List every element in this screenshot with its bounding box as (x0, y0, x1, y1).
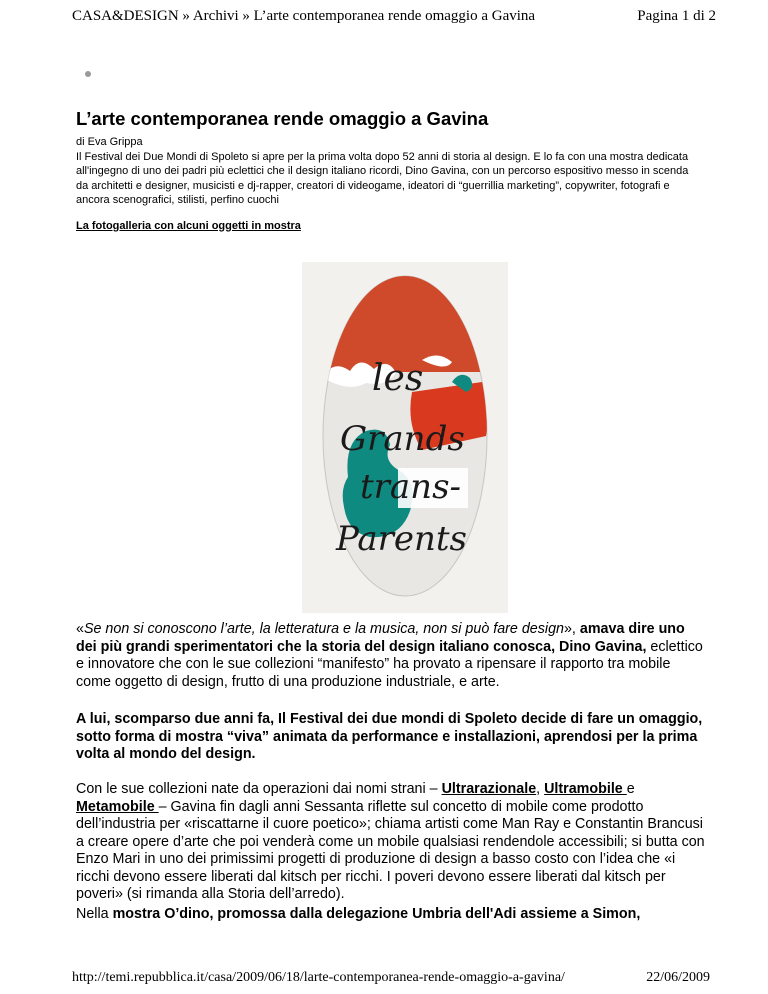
paragraph-4 (76, 906, 706, 924)
paragraph-2 (76, 711, 706, 764)
paragraph-1-rest: eclettico e innovatore che con le sue collezioni “manifesto” ha provato a ripensare il rapporto tra mobile come oggetto di design, frutto di una produzione industriale, e arte. (76, 638, 703, 690)
paragraph-2-text: A lui, scomparso due anni fa, Il Festival dei due mondi di Spoleto decide di fare un omaggio, sotto forma di mostra “viva” animata da performance e installazioni, aprendosi per la prima volta al mondo del design. (76, 711, 703, 762)
mirror-text-2: Grands (340, 419, 465, 459)
mirror-text-4: Parents (336, 519, 468, 559)
quote-close: », (563, 621, 576, 637)
mirror-illustration (302, 262, 508, 613)
paragraph-4-start: Nella (76, 906, 113, 922)
quote-open: « (76, 621, 84, 637)
article-title: L’arte contemporanea rende omaggio a Gavina (76, 108, 489, 129)
breadcrumb: CASA&DESIGN » Archivi » L’arte contemporanea rende omaggio a Gavina (72, 8, 536, 24)
list-bullet (85, 71, 91, 77)
article-summary: Il Festival dei Due Mondi di Spoleto si apre per la prima volta dopo 52 anni di storia al design. E lo fa con una mostra dedicata all'ingegno di uno dei padri più eclettici che il design italiano ricordi, Dino Gavina, con un percorso espositivo messo in scenda da architetti e designer, musicisti e dj-rapper, creatori di videogame, ideatori di “guerrillia marketing”, copywriter, fotografi e ancora scenografici, stilisti, perfino cuochi (76, 150, 689, 206)
mirror-text-1: les (372, 358, 424, 399)
footer-url: http://temi.repubblica.it/casa/2009/06/18/larte-contemporanea-rende-omaggio-a-gavina/ (72, 970, 565, 985)
article-header (76, 107, 696, 232)
paragraph-3-rest: – Gavina fin dagli anni Sessanta riflette sul concetto di mobile come prodotto dell’industria per «riscattarne il cuore poetico»; chiama artisti come Man Ray e Constantin Brancusi a creare opere d’arte che poi venderà come un mobile qualsiasi rendendole accessibili; si butta con Enzo Mari in uno dei primissimi progetti di produzione di design a basso costo con l’idea che «i ricchi devono essere liberati dal kitsch per ricchi. I poveri devono essere liberati dal kitsch per poveri» (si rimanda alla Storia dell’arredo). (76, 798, 705, 902)
footer-date: 22/06/2009 (646, 970, 710, 985)
link-ultrarazionale[interactable]: Ultrarazionale (441, 781, 537, 797)
paragraph-3 (76, 781, 706, 904)
article-author: di Eva Grippa (76, 136, 143, 148)
paragraph-1-bold: amava dire uno dei più grandi sperimentatori che la storia del design italiano conosca, Dino Gavina, (76, 621, 685, 655)
link-ultramobile[interactable]: Ultramobile (544, 781, 627, 797)
paragraph-1 (76, 621, 706, 691)
paragraph-4-bold: mostra O’dino, promossa dalla delegazione Umbria dell'Adi assieme a Simon, (112, 906, 641, 922)
link-metamobile[interactable]: Metamobile (76, 798, 159, 815)
page-header (72, 8, 716, 30)
article-image (302, 262, 508, 613)
mirror-text-3: trans- (360, 467, 462, 507)
separator: e (626, 781, 635, 797)
red-wall (302, 262, 508, 372)
page-number: Pagina 1 di 2 (637, 8, 716, 24)
quote-text: Se non si conoscono l’arte, la letteratura e la musica, non si può fare design (83, 621, 564, 637)
paragraph-3-start: Con le sue collezioni nate da operazioni dai nomi strani – (76, 781, 442, 797)
gallery-link[interactable]: La fotogalleria con alcuni oggetti in mostra (76, 219, 301, 232)
separator: , (536, 781, 545, 797)
